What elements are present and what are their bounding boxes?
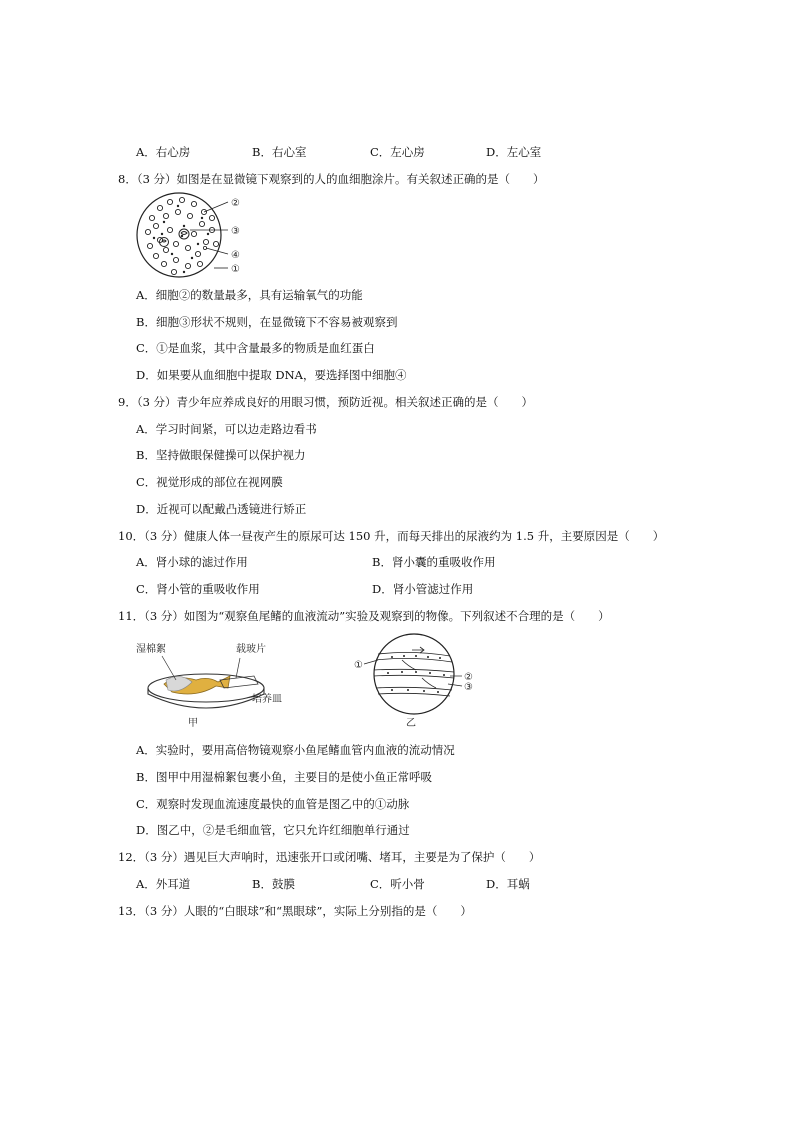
q12-option-b: B．鼓膜 xyxy=(252,877,295,891)
q7-option-c: C．左心房 xyxy=(370,145,425,159)
label-jia: 甲 xyxy=(188,718,198,729)
vessel-label-1: ① xyxy=(354,660,363,671)
blood-vessel-figure xyxy=(352,630,488,730)
fish-experiment-figure xyxy=(136,636,296,732)
label-wet-cotton: 湿棉絮 xyxy=(136,644,166,655)
q10-option-b: B．肾小囊的重吸收作用 xyxy=(372,555,496,569)
q12-option-a: A．外耳道 xyxy=(136,877,191,891)
q11-option-a: A．实验时，要用高倍物镜观察小鱼尾鳍血管内血液的流动情况 xyxy=(136,743,455,757)
q12-option-c: C．听小骨 xyxy=(370,877,425,891)
q9-option-d: D．近视可以配戴凸透镜进行矫正 xyxy=(136,502,307,516)
q10-option-a: A．肾小球的滤过作用 xyxy=(136,555,248,569)
q11-option-d: D．图乙中，②是毛细血管，它只允许红细胞单行通过 xyxy=(136,823,410,837)
q9-stem: 9．（3 分）青少年应养成良好的用眼习惯，预防近视。相关叙述正确的是（ ） xyxy=(118,395,534,409)
q9-option-c: C．视觉形成的部位在视网膜 xyxy=(136,475,283,489)
q11-option-b: B．图甲中用湿棉絮包裹小鱼，主要目的是使小鱼正常呼吸 xyxy=(136,770,432,784)
q11-option-c: C．观察时发现血流速度最快的血管是图乙中的①动脉 xyxy=(136,797,410,811)
fig-label-4: ④ xyxy=(231,250,240,261)
q8-stem: 8．（3 分）如图是在显微镜下观察到的人的血细胞涂片。有关叙述正确的是（ ） xyxy=(118,172,545,186)
q9-option-b: B．坚持做眼保健操可以保护视力 xyxy=(136,448,306,462)
q7-option-a: A．右心房 xyxy=(136,145,191,159)
fig-label-2: ② xyxy=(231,198,240,209)
vessel-label-3: ③ xyxy=(464,682,473,693)
q8-option-a: A．细胞②的数量最多，具有运输氧气的功能 xyxy=(136,288,363,302)
q9-option-a: A．学习时间紧，可以边走路边看书 xyxy=(136,422,317,436)
q7-option-b: B．右心室 xyxy=(252,145,307,159)
q12-option-d: D．耳蜗 xyxy=(486,877,530,891)
q8-option-d: D．如果要从血细胞中提取 DNA，要选择图中细胞④ xyxy=(136,368,407,382)
label-glass-slide: 载玻片 xyxy=(236,644,266,655)
q10-stem: 10．（3 分）健康人体一昼夜产生的原尿可达 150 升，而每天排出的尿液约为 1.5 升，主要原因是（ ） xyxy=(118,529,665,543)
q8-option-b: B．细胞③形状不规则，在显微镜下不容易被观察到 xyxy=(136,315,398,329)
fig-label-1: ① xyxy=(231,264,240,275)
label-yi: 乙 xyxy=(406,718,416,729)
q11-stem: 11．（3 分）如图为“观察鱼尾鳍的血液流动”实验及观察到的物像。下列叙述不合理的是（ ） xyxy=(118,609,610,623)
label-petri-dish: 培养皿 xyxy=(252,694,282,705)
q7-option-d: D．左心室 xyxy=(486,145,542,159)
q8-option-c: C．①是血浆，其中含量最多的物质是血红蛋白 xyxy=(136,341,375,355)
vessel-label-2: ② xyxy=(464,672,473,683)
blood-smear-figure xyxy=(134,190,254,282)
q10-option-c: C．肾小管的重吸收作用 xyxy=(136,582,260,596)
q10-option-d: D．肾小管滤过作用 xyxy=(372,582,474,596)
fig-label-3: ③ xyxy=(231,226,240,237)
q12-stem: 12．（3 分）遇见巨大声响时，迅速张开口或闭嘴、堵耳，主要是为了保护（ ） xyxy=(118,850,541,864)
q13-stem: 13．（3 分）人眼的“白眼球”和“黑眼球”，实际上分别指的是（ ） xyxy=(118,904,472,918)
